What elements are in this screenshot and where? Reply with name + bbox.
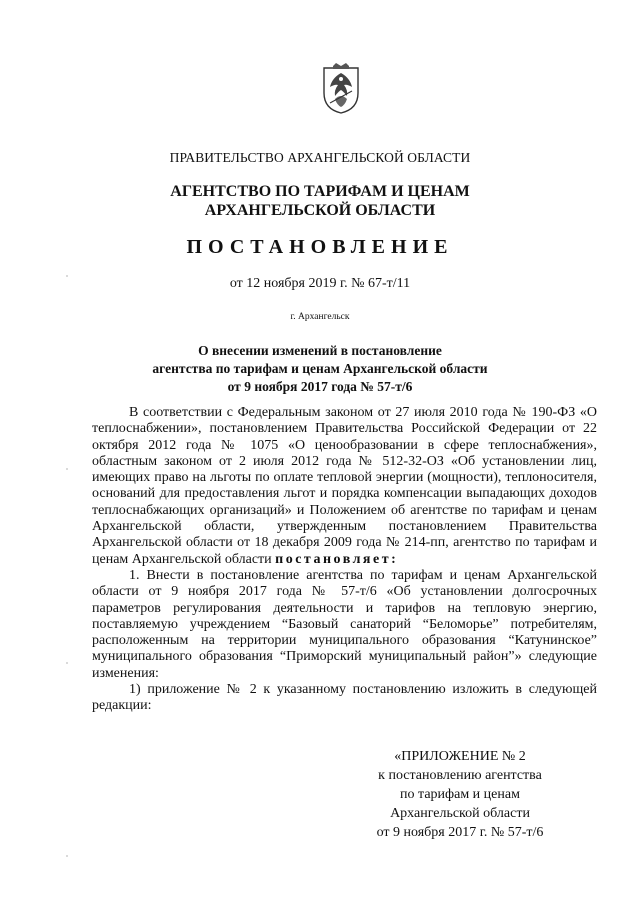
item-1-text: 1. Внести в постановление агентства по тарифам и ценам Архангельской области от 9 ноября 2017 года № 57-т/6 «Об установлении долгосрочных параметров регулирования деятельности и тарифов на тепловую энергию, поставляемую учреждением “Базовый санаторий “Беломорье” потребителям, расположенным на территории муниципального образования “Катунинское” муниципального образования “Приморский муниципальный район”» следующие изменения: <box>92 567 597 681</box>
preamble-text: В соответствии с Федеральным законом от 27 июля 2010 года № 190-ФЗ «О теплоснабжении», постановлением Правительства Российской Федерации от 22 октября 2012 года № 1075 «О ценообразовании в сфере теплоснабжения», областным законом от 2 июля 2012 года № 512-32-ОЗ «Об установлении лиц, имеющих право на льготы по оплате тепловой энергии (мощности), теплоносителя, оснований для предоставления льгот и порядка компенсации выпадающих доходов теплоснабжающих организаций» и Положением об агентстве по тарифам и ценам Архангельской области, утвержденным постановлением Правительства Архангельской области от 18 декабря 2009 года № 214-пп, агентство по тарифам и ценам Архангельской области <box>92 405 597 567</box>
decree-title <box>0 342 640 396</box>
decree-title-line: агентства по тарифам и ценам Архангельской области <box>152 361 488 376</box>
scan-speck <box>66 275 68 277</box>
city-label: г. Архангельск <box>290 312 350 322</box>
document-type-heading: ПОСТАНОВЛЕНИЕ <box>186 236 454 258</box>
appendix-line: «ПРИЛОЖЕНИЕ № 2 <box>394 749 526 764</box>
decree-date-number: от 12 ноября 2019 г. № 67-т/11 <box>229 276 411 291</box>
appendix-line: к постановлению агентства <box>378 768 542 783</box>
decree-title-line: О внесении изменений в постановление <box>198 343 442 358</box>
appendix-line: от 9 ноября 2017 г. № 57-т/6 <box>376 825 544 840</box>
coat-of-arms-emblem <box>321 63 361 115</box>
body-paragraph <box>92 682 597 715</box>
agency-name-line: АГЕНТСТВО ПО ТАРИФАМ И ЦЕНАМ <box>170 183 470 200</box>
appendix-header <box>350 747 570 842</box>
scan-speck <box>66 662 68 664</box>
appendix-line: Архангельской области <box>390 806 530 821</box>
decree-title-line: от 9 ноября 2017 года № 57-т/6 <box>227 379 413 394</box>
scan-speck <box>66 468 68 470</box>
agency-name <box>0 182 640 220</box>
decree-body <box>92 405 597 715</box>
scan-speck <box>66 855 68 857</box>
body-paragraph <box>92 405 597 568</box>
government-name: ПРАВИТЕЛЬСТВО АРХАНГЕЛЬСКОЙ ОБЛАСТИ <box>169 150 471 165</box>
agency-name-line: АРХАНГЕЛЬСКОЙ ОБЛАСТИ <box>204 202 436 219</box>
decree-keyword: постановляет: <box>275 551 399 567</box>
item-1-1-text: 1) приложение № 2 к указанному постановлению изложить в следующей редакции: <box>92 682 597 714</box>
appendix-line: по тарифам и ценам <box>400 787 520 802</box>
body-paragraph <box>92 568 597 682</box>
